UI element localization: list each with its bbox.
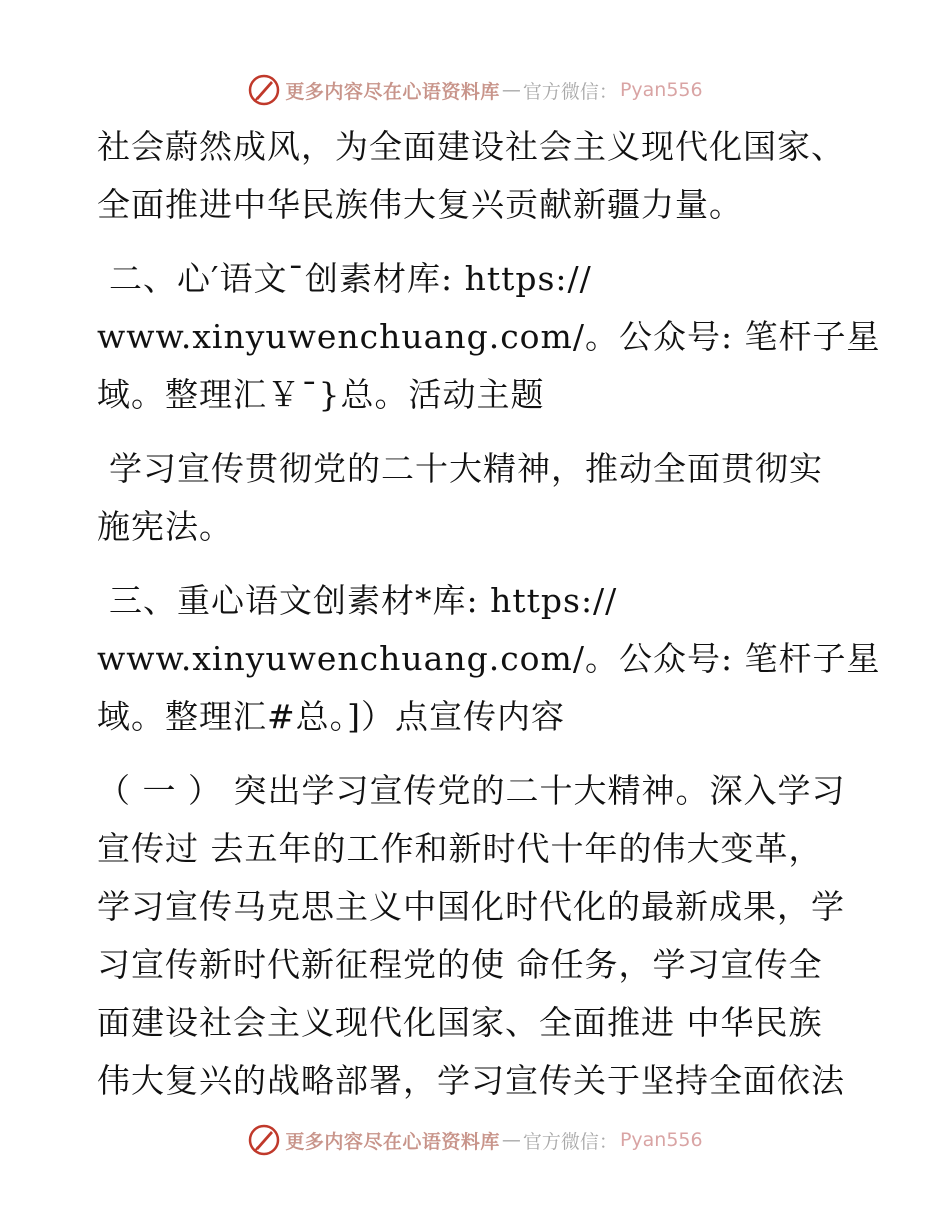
paragraph-4 [97, 572, 887, 746]
footer-watermark-banner [0, 1120, 950, 1160]
document-body [97, 118, 887, 1110]
section-heading-line: 二、心′语文¯创素材库: https:// [109, 259, 592, 298]
text-line: 习宣传新时代新征程党的使 命任务，学习宣传全 [97, 945, 823, 984]
header-watermark-banner [0, 70, 950, 110]
banner-wechat-id: Pyan556 [619, 1129, 703, 1151]
text-line: 伟大复兴的战略部署，学习宣传关于坚持全面依法 [97, 1061, 845, 1100]
quill-logo-icon [247, 73, 281, 107]
text-line: 学习宣传贯彻党的二十大精神，推动全面贯彻实 [109, 449, 823, 488]
text-line: www.xinyuwenchuang.com/。公众号: 笔杆子星 [97, 639, 881, 678]
text-line: 学习宣传马克思主义中国化时代化的最新成果，学 [97, 887, 845, 926]
text-line: （ 一 ） 突出学习宣传党的二十大精神。深入学习 [97, 771, 846, 810]
banner-wechat-id: Pyan556 [619, 79, 703, 101]
banner-brand-text: 更多内容尽在心语资料库 [285, 1130, 500, 1153]
paragraph-1 [97, 118, 887, 234]
text-line: 社会蔚然成风，为全面建设社会主义现代化国家、 [97, 127, 845, 166]
quill-logo-icon [247, 1123, 281, 1157]
text-line: 域。整理汇#总。]）点宣传内容 [97, 697, 566, 736]
section-heading-line: 三、重心语文创素材*库: https:// [109, 581, 618, 620]
banner-wechat-label: 官方微信： [522, 80, 618, 103]
text-line: www.xinyuwenchuang.com/。公众号: 笔杆子星 [97, 317, 881, 356]
banner-wechat-label: 官方微信： [522, 1130, 618, 1153]
paragraph-3 [97, 440, 887, 556]
text-line: 面建设社会主义现代化国家、全面推进 中华民族 [97, 1003, 823, 1042]
text-line: 域。整理汇￥¯}总。活动主题 [97, 375, 545, 414]
text-line: 宣传过 去五年的工作和新时代十年的伟大变革， [97, 829, 823, 868]
text-line: 全面推进中华民族伟大复兴贡献新疆力量。 [97, 185, 743, 224]
banner-brand-text: 更多内容尽在心语资料库 [285, 80, 500, 103]
paragraph-5 [97, 762, 887, 1110]
banner-separator: — [501, 1129, 521, 1151]
paragraph-2 [97, 250, 887, 424]
banner-separator: — [501, 79, 521, 101]
text-line: 施宪法。 [97, 507, 233, 546]
